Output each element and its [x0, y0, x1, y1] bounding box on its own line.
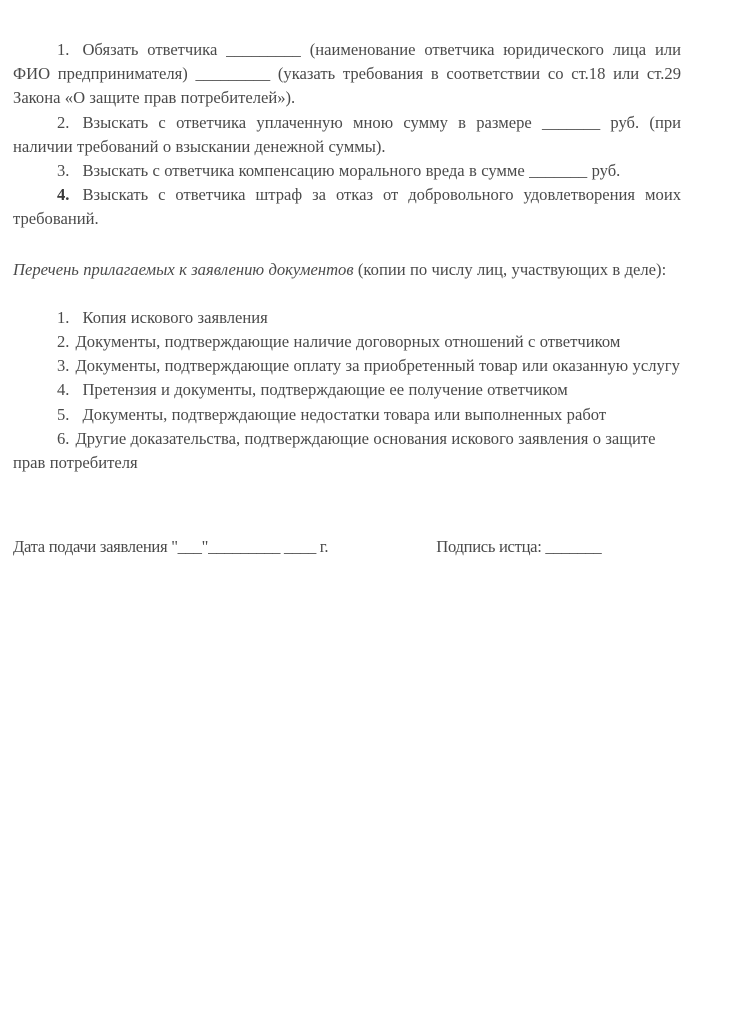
attachment-text: Другие доказательства, подтверждающие основания искового заявления о защите прав потребителя [13, 428, 656, 473]
claim-item [13, 183, 681, 231]
attachment-item [13, 427, 681, 475]
page-bottom-whitespace [13, 559, 681, 599]
attachment-item [13, 378, 681, 402]
claim-number: 3. [57, 161, 70, 181]
attachment-number: 2. [57, 332, 70, 352]
attachments-heading [13, 258, 681, 282]
claim-number: 4. [57, 185, 70, 205]
attachments-list [13, 306, 681, 475]
attachment-text: Документы, подтверждающие наличие договорных отношений с ответчиком [75, 332, 621, 352]
claim-number: 1. [57, 40, 70, 59]
signature-row [13, 535, 681, 559]
claim-text: Взыскать с ответчика уплаченную мною сумму в размере _______ руб. (при наличии требований о взыскании денежной суммы). [13, 112, 681, 156]
claim-item [13, 38, 681, 111]
attachment-text: Копия искового заявления [82, 307, 268, 327]
attachment-number: 1. [57, 307, 70, 327]
claim-item [13, 111, 681, 159]
attachment-number: 3. [57, 356, 70, 376]
attachment-item [13, 403, 681, 427]
attachment-number: 5. [57, 404, 70, 424]
claim-text: Обязать ответчика _________ (наименование ответчика юридического лица или ФИО предпринимателя) _________ (указать требования в соответствии со ст.18 или ст.29 Закона «О защите прав потребителей»). [13, 40, 681, 108]
attachment-item [13, 330, 681, 354]
attachments-heading-italic: Перечень прилагаемых к заявлению документов [13, 259, 354, 279]
attachment-item [13, 354, 681, 378]
attachment-text: Документы, подтверждающие оплату за приобретенный товар или оказанную услугу [75, 356, 680, 376]
attachment-text: Претензия и документы, подтверждающие ее получение ответчиком [82, 380, 568, 400]
date-of-filing-label: Дата подачи заявления "___"_________ ____ г. [13, 537, 329, 557]
plaintiff-signature-label: Подпись истца: _______ [436, 537, 602, 557]
claim-item [13, 159, 681, 183]
attachments-heading-regular: (копии по числу лиц, участвующих в деле): [353, 259, 667, 279]
claim-number: 2. [57, 112, 70, 132]
attachment-item [13, 306, 681, 330]
attachment-number: 4. [57, 380, 70, 400]
claim-text: Взыскать с ответчика штраф за отказ от добровольного удовлетворения моих требований. [13, 185, 681, 229]
attachment-text: Документы, подтверждающие недостатки товара или выполненных работ [82, 404, 607, 424]
claims-list [13, 38, 681, 232]
attachment-number: 6. [57, 428, 70, 448]
claim-text: Взыскать с ответчика компенсацию морального вреда в сумме _______ руб. [82, 161, 621, 181]
